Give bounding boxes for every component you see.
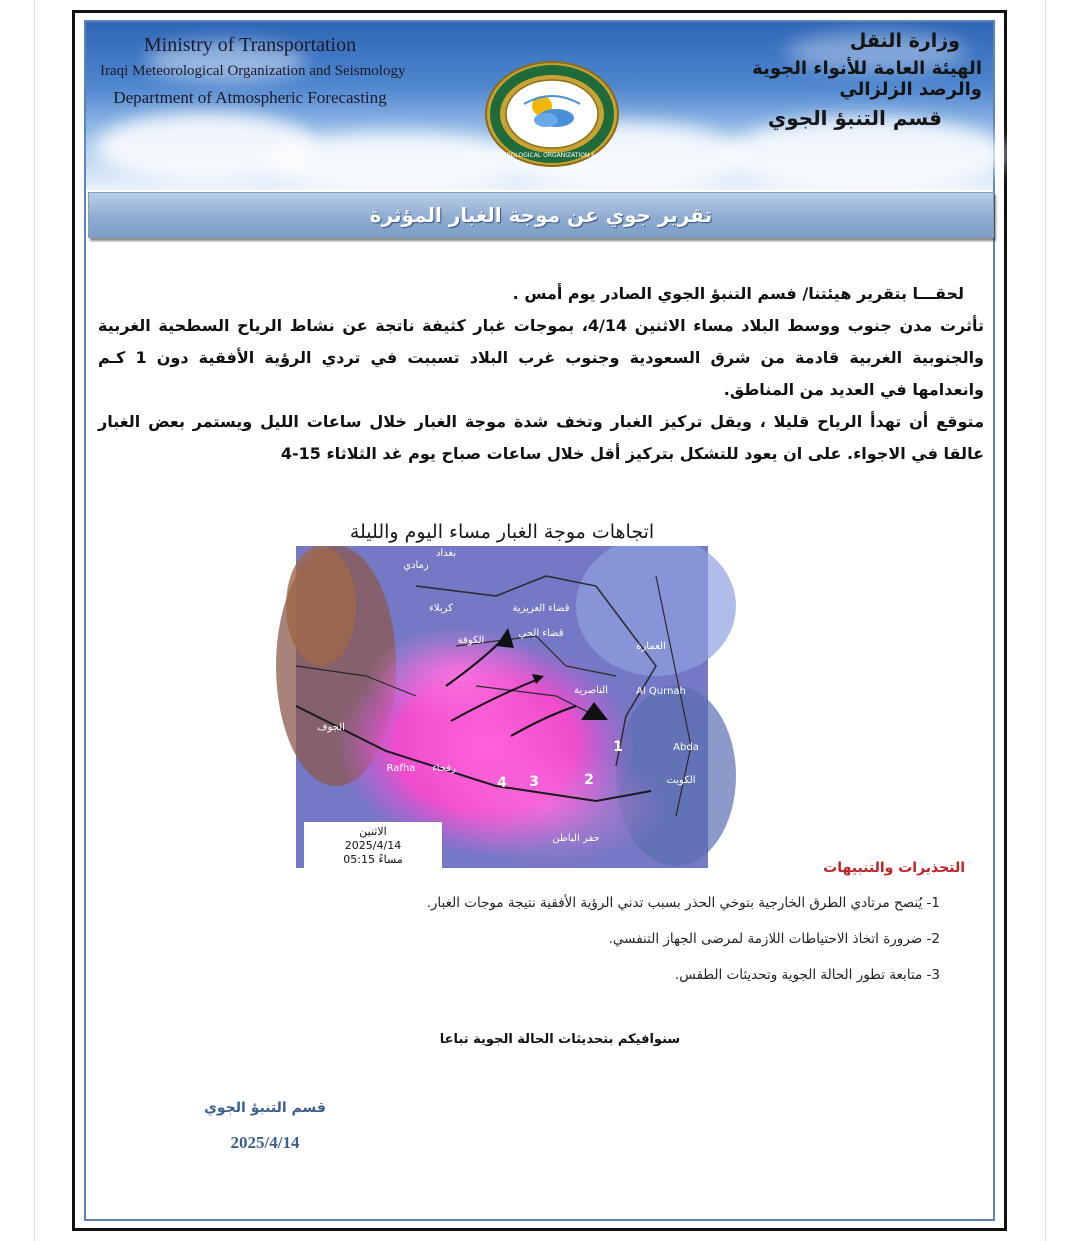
english-organization: Iraqi Meteorological Organization and Seismology	[100, 63, 406, 79]
map-label: الكويت	[666, 775, 696, 786]
report-paragraph: لحقـــا بتقرير هيئتنا/ فسم التنبؤ الجوي الصادر يوم أمس .	[512, 284, 964, 303]
zone-number: 4	[497, 775, 507, 791]
map-label: رفحاء	[432, 763, 456, 774]
zone-number: 1	[613, 739, 623, 755]
signature-date: 2025/4/14	[230, 1133, 300, 1152]
report-body	[98, 278, 984, 470]
signature-department: قسم التنبؤ الجوي	[204, 1100, 326, 1116]
english-letterhead	[100, 34, 406, 108]
english-department: Department of Atmospheric Forecasting	[113, 88, 387, 107]
map-label: Abda	[673, 742, 699, 753]
report-title-bar	[88, 192, 994, 238]
arabic-department: قسم التنبؤ الجوي	[767, 106, 942, 130]
map-label: بغداد	[435, 548, 457, 559]
map-timestamp-day: الاثنين	[359, 825, 387, 838]
map-label: الناصرية	[573, 685, 609, 696]
dust-direction-satellite-map	[296, 516, 708, 868]
map-label: الكوفة	[457, 635, 485, 646]
report-paragraph: تأثرت مدن جنوب ووسط البلاد مساء الاثنين 4/14، بموجات غبار كثيفة ناتجة عن نشاط الرياح السطحية الغربية والجنوبية الغربية قادمة من شرق السعودية وجنوب غرب البلاد تسببت في تردي الرؤية الأفقية دون 1 كـم وانعدامها في العديد من المناطق.	[98, 316, 985, 399]
page-edge-left	[34, 0, 35, 1241]
map-label: كربلاء	[429, 603, 453, 614]
report-paragraph: متوقع أن تهدأ الرياح قليلا ، ويقل تركيز الغبار وتخف شدة موجة الغبار خلال ساعات الليل ويستمر بعض الغبار عالقا في الاجواء. على ان يعود للتشكل بتركيز أقل خلال ساعات صباح يوم غد الثلاثاء 15-4	[98, 412, 984, 463]
map-label: الجوف	[317, 722, 345, 733]
arabic-letterhead	[700, 30, 982, 130]
map-timestamp-date: 2025/4/14	[344, 839, 402, 852]
report-title: تقرير جوي عن موجة الغبار المؤثرة	[369, 203, 713, 227]
arabic-organization: الهيئة العامة للأنواء الجوية والرصد الزلزالي	[752, 58, 982, 100]
warning-item: 2- ضرورة اتخاذ الاحتياطات اللازمة لمرضى الجهاز التنفسي.	[608, 931, 940, 947]
map-label: Al Qurnah	[636, 686, 686, 697]
map-caption: اتجاهات موجة الغبار مساء اليوم والليلة	[349, 521, 655, 543]
organization-seal-logo	[467, 60, 637, 168]
page-edge-right	[1045, 0, 1046, 1241]
warnings-list	[330, 895, 940, 1003]
english-ministry: Ministry of Transportation	[143, 34, 357, 56]
map-label: رمادي	[403, 560, 429, 571]
map-label: قضاء العزيزية	[512, 603, 570, 614]
arabic-ministry: وزارة النقل	[849, 30, 960, 52]
closing-note: سنوافيكم بتحديثات الحالة الجوية تباعا	[439, 1032, 681, 1047]
warnings-title: التحذيرات والتنبيهات	[823, 860, 965, 876]
zone-number: 2	[584, 772, 594, 788]
map-label: Rafha	[386, 763, 416, 774]
map-label: حفر الباطن	[552, 833, 600, 844]
svg-text:IRAQI METEOROLOGICAL ORGANIZAT: IRAQI METEOROLOGICAL ORGANIZATION & SEISMOLOGY	[467, 152, 637, 159]
warning-item: 3- متابعة تطور الحالة الجوية وتحديثات الطقس.	[674, 967, 940, 983]
map-label: قضاء الحي	[518, 628, 564, 639]
warning-item: 1- يُنصح مرتادي الطرق الخارجية بتوخي الحذر بسبب تدني الرؤية الأفقية نتيجة موجات الغبار.	[426, 895, 940, 911]
zone-number: 3	[529, 774, 539, 790]
map-label: العمارة	[636, 641, 666, 652]
map-timestamp-time: 05:15 مساءً	[343, 853, 403, 866]
